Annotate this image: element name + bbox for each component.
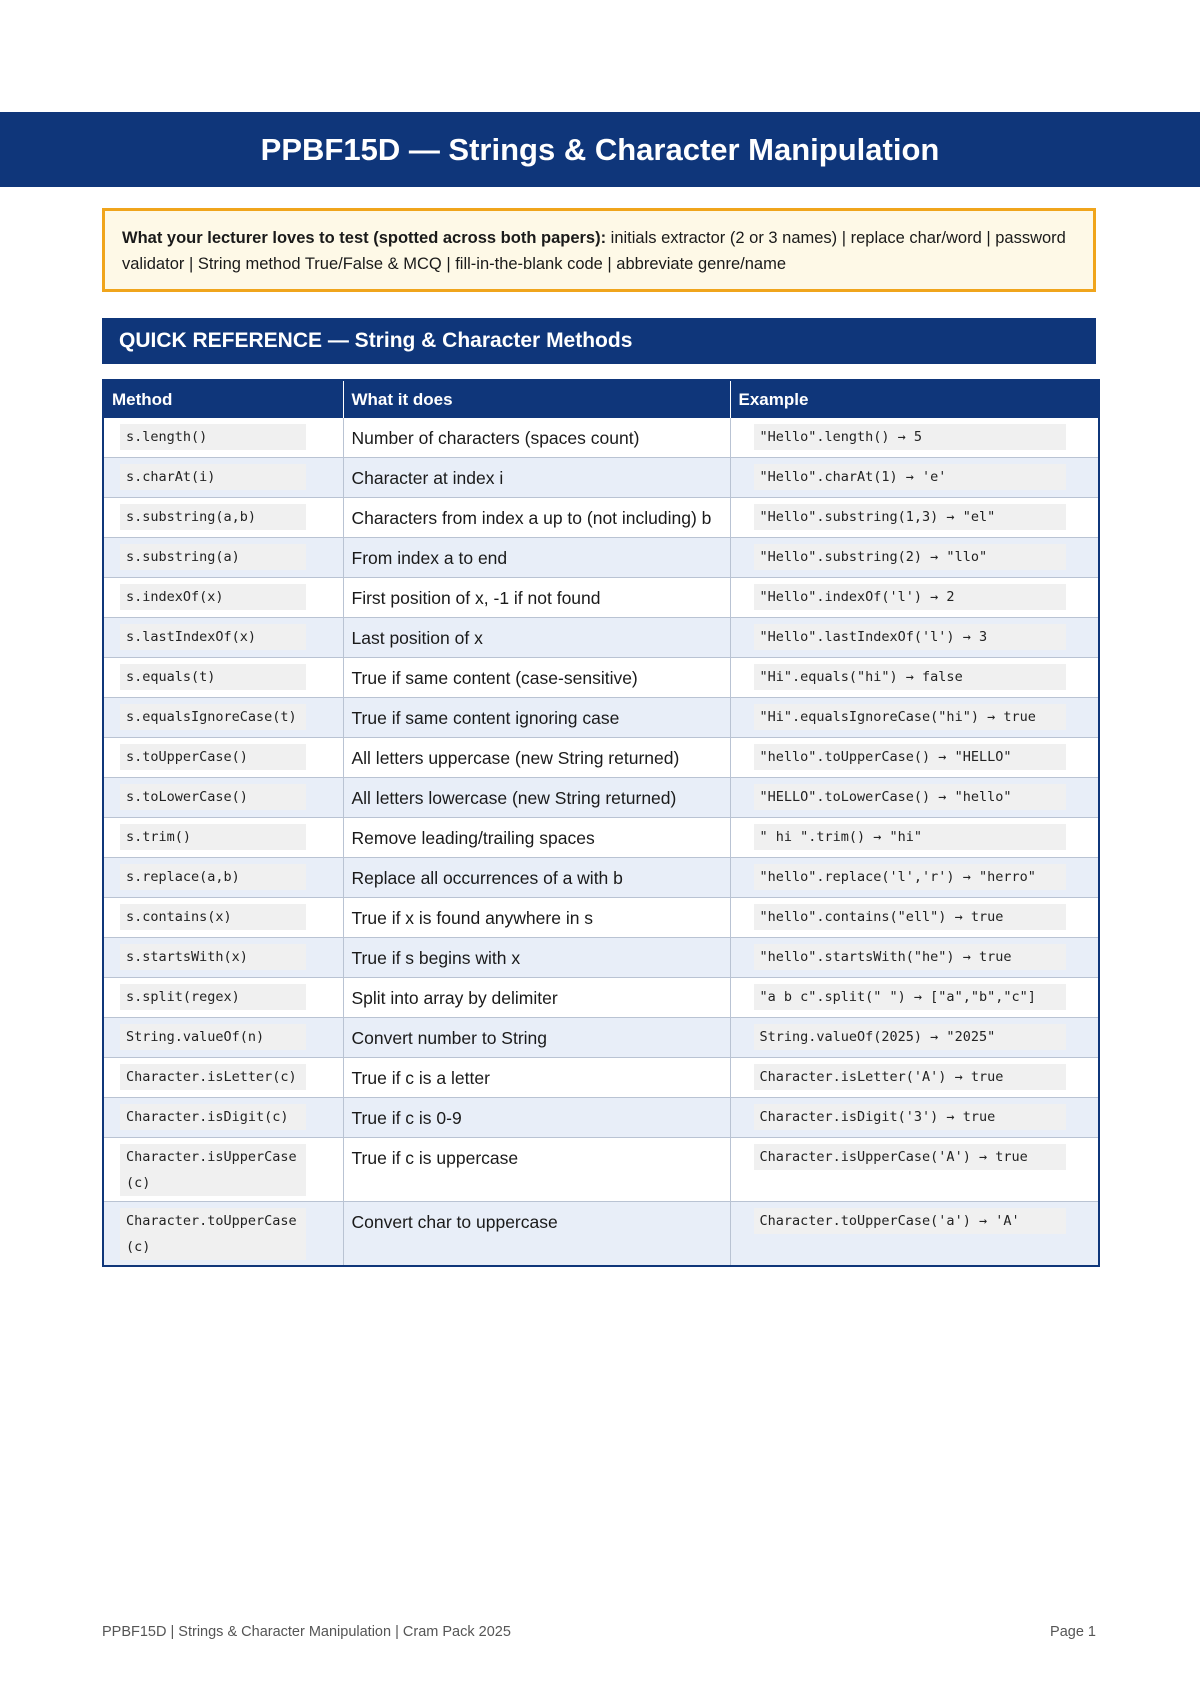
- method-code: Character.isLetter(c): [120, 1064, 306, 1090]
- description-cell: True if same content (case-sensitive): [343, 658, 730, 698]
- method-cell: [103, 618, 343, 658]
- example-cell: [730, 1138, 1099, 1202]
- example-cell: [730, 578, 1099, 618]
- example-cell: [730, 818, 1099, 858]
- table-row: [103, 1098, 1099, 1138]
- table-row: [103, 818, 1099, 858]
- example-cell: [730, 1098, 1099, 1138]
- callout-text: initials extractor (2 or 3 names) | replace char/word | password validator | String method True/False & MCQ | fill-in-the-blank code | abbreviate genre/name: [122, 229, 1066, 273]
- table-row: [103, 538, 1099, 578]
- table-row: [103, 658, 1099, 698]
- description-cell: Convert number to String: [343, 1018, 730, 1058]
- table-row: [103, 418, 1099, 458]
- example-code: "hello".replace('l','r') → "herro": [754, 864, 1066, 890]
- example-code: Character.isLetter('A') → true: [754, 1064, 1066, 1090]
- example-cell: [730, 858, 1099, 898]
- example-code: " hi ".trim() → "hi": [754, 824, 1066, 850]
- example-code: String.valueOf(2025) → "2025": [754, 1024, 1066, 1050]
- table-row: [103, 778, 1099, 818]
- table-header-row: [103, 380, 1099, 418]
- example-code: "Hello".indexOf('l') → 2: [754, 584, 1066, 610]
- example-code: "hello".toUpperCase() → "HELLO": [754, 744, 1066, 770]
- method-cell: [103, 858, 343, 898]
- example-code: "Hello".length() → 5: [754, 424, 1066, 450]
- column-header-description: What it does: [343, 380, 730, 418]
- table-row: [103, 578, 1099, 618]
- description-cell: True if c is uppercase: [343, 1138, 730, 1202]
- method-cell: [103, 538, 343, 578]
- description-cell: True if same content ignoring case: [343, 698, 730, 738]
- method-cell: [103, 1018, 343, 1058]
- table-row: [103, 498, 1099, 538]
- reference-table: [102, 379, 1100, 1267]
- method-cell: [103, 1098, 343, 1138]
- description-cell: Characters from index a up to (not including) b: [343, 498, 730, 538]
- method-cell: [103, 738, 343, 778]
- description-cell: First position of x, -1 if not found: [343, 578, 730, 618]
- column-header-method: Method: [103, 380, 343, 418]
- example-code: "Hi".equals("hi") → false: [754, 664, 1066, 690]
- example-cell: [730, 418, 1099, 458]
- description-cell: From index a to end: [343, 538, 730, 578]
- page-number: Page 1: [1050, 1624, 1096, 1640]
- description-cell: Split into array by delimiter: [343, 978, 730, 1018]
- example-cell: [730, 458, 1099, 498]
- method-code: s.equalsIgnoreCase(t): [120, 704, 306, 730]
- method-cell: [103, 498, 343, 538]
- table-row: [103, 618, 1099, 658]
- example-code: "Hi".equalsIgnoreCase("hi") → true: [754, 704, 1066, 730]
- description-cell: All letters lowercase (new String returned): [343, 778, 730, 818]
- example-cell: [730, 738, 1099, 778]
- table-row: [103, 978, 1099, 1018]
- example-cell: [730, 618, 1099, 658]
- example-cell: [730, 978, 1099, 1018]
- column-header-example: Example: [730, 380, 1099, 418]
- table-row: [103, 1058, 1099, 1098]
- description-cell: Remove leading/trailing spaces: [343, 818, 730, 858]
- example-code: "hello".contains("ell") → true: [754, 904, 1066, 930]
- method-code: s.charAt(i): [120, 464, 306, 490]
- example-code: Character.toUpperCase('a') → 'A': [754, 1208, 1066, 1234]
- example-cell: [730, 698, 1099, 738]
- example-code: "Hello".lastIndexOf('l') → 3: [754, 624, 1066, 650]
- method-cell: [103, 818, 343, 858]
- method-code: s.contains(x): [120, 904, 306, 930]
- method-code: Character.isDigit(c): [120, 1104, 306, 1130]
- example-cell: [730, 898, 1099, 938]
- method-cell: [103, 698, 343, 738]
- page-footer: [102, 1624, 1096, 1640]
- exam-tip-callout: [102, 208, 1096, 292]
- example-code: "Hello".charAt(1) → 'e': [754, 464, 1066, 490]
- example-cell: [730, 938, 1099, 978]
- method-cell: [103, 938, 343, 978]
- table-row: [103, 1018, 1099, 1058]
- method-code: s.length(): [120, 424, 306, 450]
- method-code: s.substring(a): [120, 544, 306, 570]
- table-row: [103, 458, 1099, 498]
- description-cell: Last position of x: [343, 618, 730, 658]
- method-code: s.trim(): [120, 824, 306, 850]
- description-cell: Character at index i: [343, 458, 730, 498]
- description-cell: Number of characters (spaces count): [343, 418, 730, 458]
- example-cell: [730, 1202, 1099, 1267]
- example-cell: [730, 1058, 1099, 1098]
- example-code: Character.isDigit('3') → true: [754, 1104, 1066, 1130]
- method-cell: [103, 1138, 343, 1202]
- method-code: Character.isUpperCase(c): [120, 1144, 306, 1196]
- method-cell: [103, 658, 343, 698]
- table-row: [103, 858, 1099, 898]
- section-title: QUICK REFERENCE — String & Character Methods: [119, 329, 633, 352]
- method-code: s.split(regex): [120, 984, 306, 1010]
- table-row: [103, 1138, 1099, 1202]
- method-cell: [103, 578, 343, 618]
- example-cell: [730, 778, 1099, 818]
- footer-left: PPBF15D | Strings & Character Manipulation | Cram Pack 2025: [102, 1624, 511, 1640]
- description-cell: True if c is 0-9: [343, 1098, 730, 1138]
- page-title: PPBF15D — Strings & Character Manipulation: [260, 131, 940, 167]
- method-cell: [103, 778, 343, 818]
- method-code: s.equals(t): [120, 664, 306, 690]
- method-code: String.valueOf(n): [120, 1024, 306, 1050]
- method-code: Character.toUpperCase(c): [120, 1208, 306, 1260]
- example-cell: [730, 658, 1099, 698]
- method-code: s.replace(a,b): [120, 864, 306, 890]
- method-code: s.startsWith(x): [120, 944, 306, 970]
- method-cell: [103, 458, 343, 498]
- table-row: [103, 698, 1099, 738]
- method-code: s.substring(a,b): [120, 504, 306, 530]
- description-cell: Replace all occurrences of a with b: [343, 858, 730, 898]
- example-code: "Hello".substring(1,3) → "el": [754, 504, 1066, 530]
- method-cell: [103, 978, 343, 1018]
- method-cell: [103, 1202, 343, 1267]
- table-row: [103, 738, 1099, 778]
- page-title-banner: [0, 112, 1200, 187]
- example-cell: [730, 498, 1099, 538]
- table-row: [103, 938, 1099, 978]
- section-header: [102, 318, 1096, 364]
- method-code: s.toUpperCase(): [120, 744, 306, 770]
- description-cell: True if c is a letter: [343, 1058, 730, 1098]
- example-code: "Hello".substring(2) → "llo": [754, 544, 1066, 570]
- callout-lead: What your lecturer loves to test (spotted across both papers):: [122, 229, 607, 247]
- example-cell: [730, 538, 1099, 578]
- table-row: [103, 1202, 1099, 1267]
- description-cell: True if s begins with x: [343, 938, 730, 978]
- example-code: "HELLO".toLowerCase() → "hello": [754, 784, 1066, 810]
- method-cell: [103, 898, 343, 938]
- description-cell: True if x is found anywhere in s: [343, 898, 730, 938]
- example-code: Character.isUpperCase('A') → true: [754, 1144, 1066, 1170]
- description-cell: Convert char to uppercase: [343, 1202, 730, 1267]
- description-cell: All letters uppercase (new String returned): [343, 738, 730, 778]
- method-code: s.toLowerCase(): [120, 784, 306, 810]
- method-cell: [103, 418, 343, 458]
- table-row: [103, 898, 1099, 938]
- method-code: s.lastIndexOf(x): [120, 624, 306, 650]
- method-cell: [103, 1058, 343, 1098]
- method-code: s.indexOf(x): [120, 584, 306, 610]
- example-code: "hello".startsWith("he") → true: [754, 944, 1066, 970]
- example-code: "a b c".split(" ") → ["a","b","c"]: [754, 984, 1066, 1010]
- example-cell: [730, 1018, 1099, 1058]
